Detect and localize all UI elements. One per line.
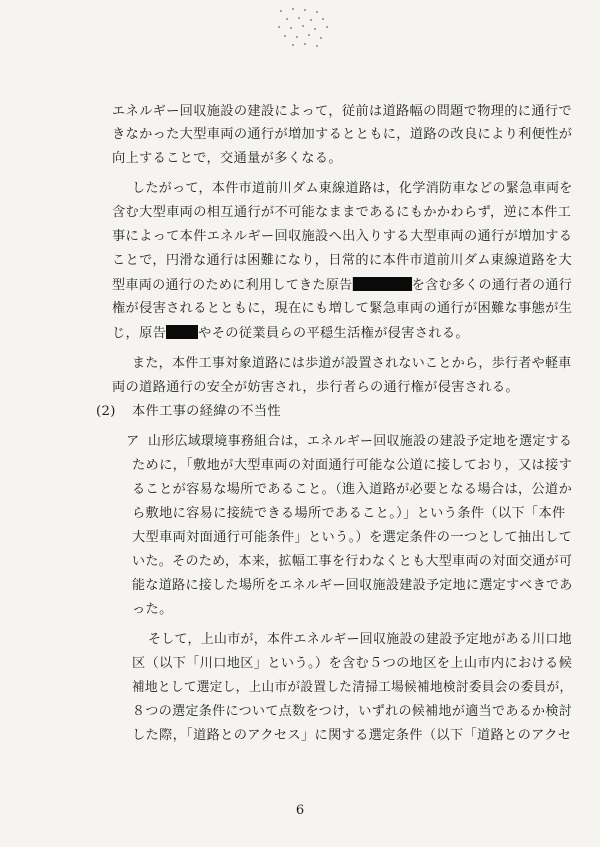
- body-line-with-redaction: [112, 325, 469, 342]
- body-line: ことで，円滑な通行は困難になり，日常的に本件市道前川ダム東線道路を大: [112, 253, 573, 268]
- binding-dot: [326, 26, 328, 28]
- body-line: エネルギー回収施設の建設によって，従前は道路幅の問題で物理的に通行で: [112, 104, 573, 119]
- binding-dot: [304, 43, 306, 45]
- binding-dot: [316, 11, 318, 13]
- body-line: 能な道路に接した場所をエネルギー回収施設建設予定地に選定すべきであ: [132, 578, 573, 593]
- body-line: ために，「敷地が大型車両の対面通行可能な公道に接しており，又は接す: [132, 458, 573, 473]
- binding-dot: [298, 17, 300, 19]
- body-line: った。: [132, 602, 173, 617]
- redaction-block: [166, 325, 198, 339]
- body-line: 補地として選定し，上山市が設置した清掃工場候補地検討委員会の委員が，: [132, 680, 573, 695]
- binding-dot: [280, 10, 282, 12]
- body-line-with-redaction: [112, 277, 572, 294]
- body-line: ８つの選定条件について点数をつけ，いずれの候補地が適当であるか検討: [132, 704, 573, 719]
- body-text: やその従業員らの平穏生活権が侵害される。: [198, 326, 469, 341]
- binding-dot: [290, 27, 292, 29]
- body-text: 型車両の通行のために利用してきた原告: [112, 278, 353, 293]
- binding-dot: [286, 18, 288, 20]
- binding-dot: [322, 18, 324, 20]
- body-line: また，本件工事対象道路には歩道が設置されないことから，歩行者や軽車: [132, 356, 572, 371]
- binding-dot: [292, 44, 294, 46]
- body-line: ら敷地に容易に接続できる場所であること。）」という条件（以下「本件: [132, 506, 566, 521]
- section-heading: 本件工事の経緯の不当性: [132, 404, 281, 419]
- body-text: を含む多くの通行者の通行: [411, 278, 573, 293]
- binding-dot: [316, 45, 318, 47]
- redaction-block: [353, 277, 412, 291]
- binding-dot: [278, 26, 280, 28]
- binding-dot: [308, 34, 310, 36]
- binding-dot: [320, 37, 322, 39]
- body-text: じ，原告: [112, 326, 167, 341]
- body-line: 両の道路通行の安全が妨害され，歩行者らの通行権が侵害される。: [112, 380, 519, 395]
- body-line: 向上することで，交通量が多くなる。: [112, 151, 342, 166]
- binding-dot: [302, 25, 304, 27]
- body-line: した際，「道路とのアクセス」に関する選定条件（以下「道路とのアクセ: [132, 728, 572, 743]
- body-line: 大型車両対面通行可能条件」という。）を選定条件の一つとして抽出して: [132, 530, 573, 545]
- body-line: したがって，本件市道前川ダム東線道路は，化学消防車などの緊急車両を: [132, 181, 573, 196]
- binding-dot: [314, 28, 316, 30]
- body-line: いた。そのため，本来，拡幅工事を行わなくとも大型車両の対面交通が可: [132, 554, 573, 569]
- body-line: ることが容易な場所であること。（進入道路が必要となる場合は，公道か: [132, 482, 573, 497]
- item-marker: ア: [126, 434, 140, 449]
- body-line: 区（以下「川口地区」という。）を含む５つの地区を上山市内における候: [132, 656, 573, 671]
- body-line: 権が侵害されるとともに，現在にも増して緊急車両の通行が困難な事態が生: [112, 301, 573, 316]
- binding-dot: [292, 8, 294, 10]
- body-line: 事によって本件エネルギー回収施設へ出入りする大型車両の通行が増加する: [112, 229, 573, 244]
- body-line: きなかった大型車両の通行が増加するとともに，道路の改良により利便性が: [112, 127, 573, 142]
- body-line: 山形広域環境事務組合は，エネルギー回収施設の建設予定地を選定する: [148, 434, 573, 449]
- binding-dot: [304, 9, 306, 11]
- binding-hole-dots: [272, 6, 332, 48]
- page-number: 6: [295, 803, 305, 818]
- binding-dot: [310, 19, 312, 21]
- body-line: そして，上山市が，本件エネルギー回収施設の建設予定地がある川口地: [148, 632, 572, 647]
- binding-dot: [284, 35, 286, 37]
- section-number: (2): [96, 404, 116, 419]
- body-line: 含む大型車両の相互通行が不可能なままであるにもかかわらず，逆に本件工: [112, 205, 572, 220]
- binding-dot: [296, 36, 298, 38]
